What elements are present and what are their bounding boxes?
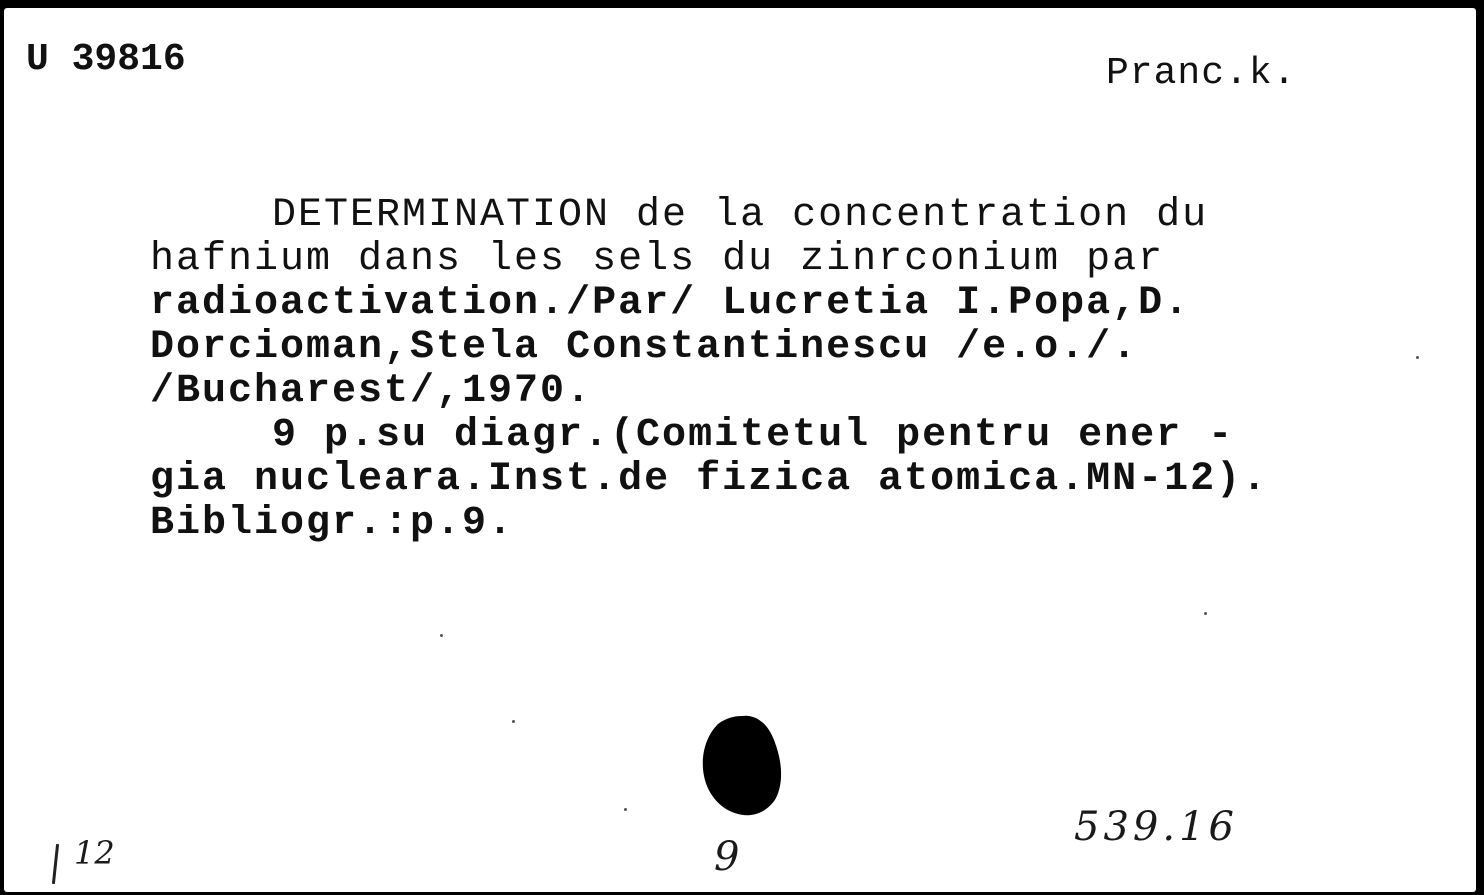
call-number: U 39816 (26, 38, 186, 81)
dust-speck (512, 720, 515, 723)
entry-line-bibliography: Bibliogr.:p.9. (150, 501, 515, 546)
catalog-card (4, 8, 1476, 892)
punch-hole (698, 710, 786, 820)
entry-line-authors-cont: Dorcioman,Stela Constantinescu /e.o./. (150, 325, 1139, 370)
bibliographic-entry (150, 194, 1450, 546)
entry-line-title-cont: hafnium dans les sels du zinrconium par (150, 237, 1165, 282)
corner-pen-mark (52, 844, 59, 884)
entry-line-imprint: /Bucharest/,1970. (150, 369, 593, 414)
entry-line-authors: radioactivation./Par/ Lucretia I.Popa,D. (150, 281, 1191, 326)
handwritten-classification: 539.16 (1074, 804, 1238, 850)
dust-speck (1416, 356, 1419, 359)
handwritten-page-number: 9 (714, 834, 740, 880)
language-code: Pranc.k. (1106, 52, 1297, 95)
entry-line-series: gia nucleara.Inst.de fizica atomica.MN-12). (150, 457, 1269, 502)
dust-speck (440, 634, 443, 637)
entry-line-collation: 9 p.su diagr.(Comitetul pentru ener - (272, 413, 1235, 458)
dust-speck (1204, 612, 1207, 615)
entry-line-title: DETERMINATION de la concentration du (272, 193, 1209, 238)
dust-speck (624, 808, 627, 811)
handwritten-corner-mark: 12 (74, 834, 115, 872)
